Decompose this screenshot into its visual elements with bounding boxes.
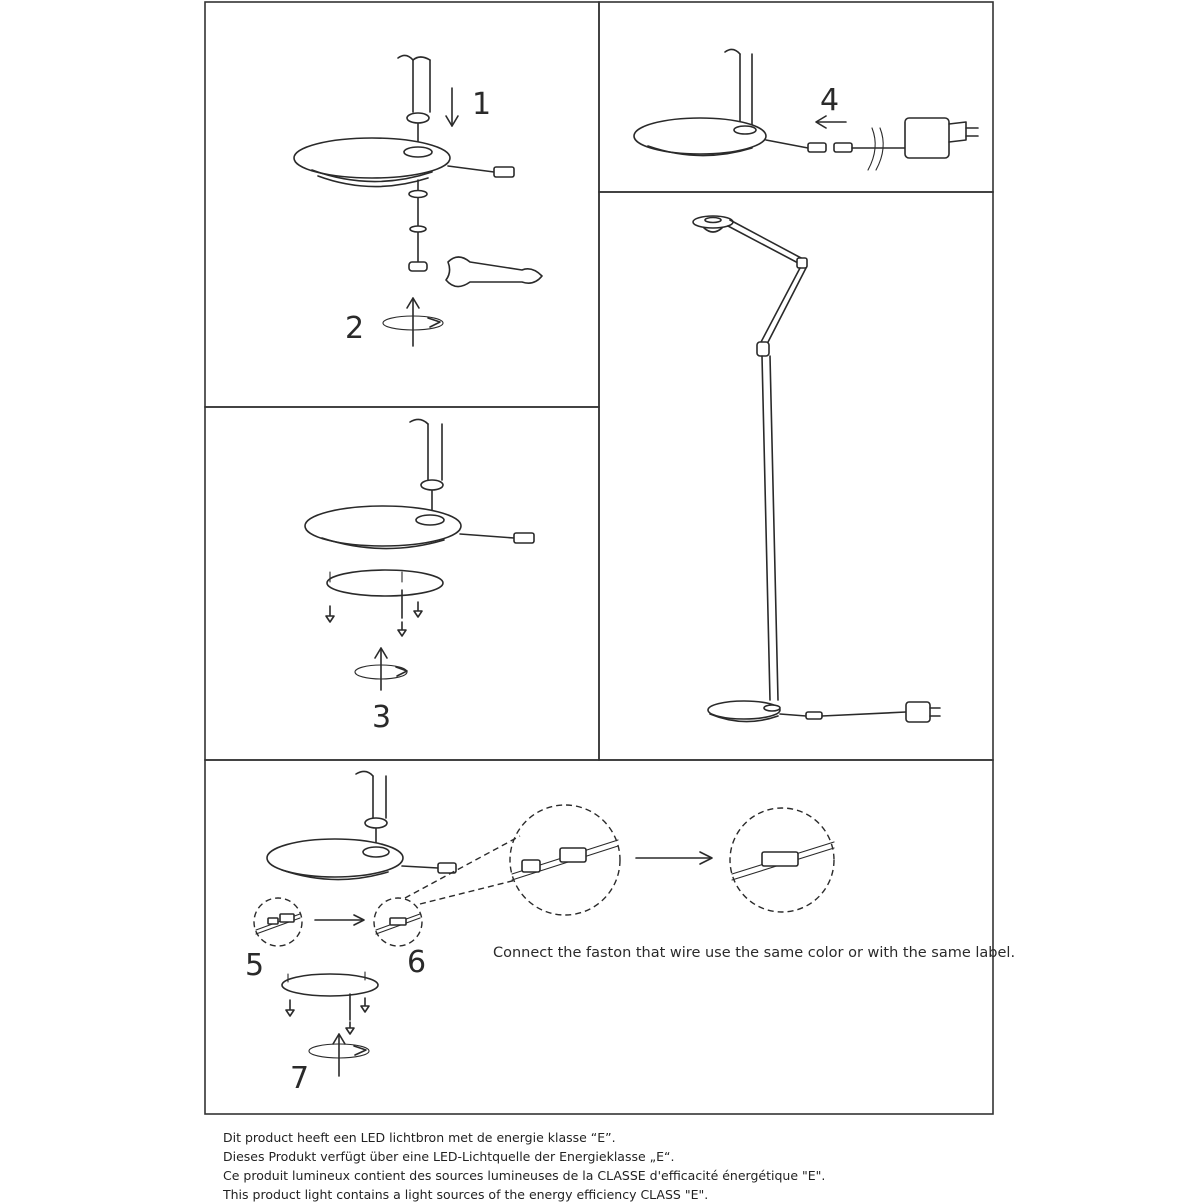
step-3-illustration — [305, 419, 534, 735]
panel-step-1-2 — [205, 2, 599, 407]
step-number-3: 3 — [372, 700, 392, 735]
step-number-5: 5 — [245, 948, 265, 983]
assembled-lamp-illustration — [693, 216, 940, 722]
step-4-illustration — [634, 49, 978, 170]
panel-step-5-7 — [205, 760, 993, 1114]
step-1-illustration — [294, 55, 542, 346]
step-number-2: 2 — [345, 311, 365, 346]
footer-line-english: This product light contains a light sources of the energy efficiency CLASS "E". — [223, 1187, 709, 1202]
footer-line-french: Ce produit lumineux contient des sources lumineuses de la CLASSE d'efficacité énergétique "E". — [223, 1168, 826, 1183]
connect-instruction: Connect the faston that wire use the same color or with the same label. — [493, 945, 1016, 961]
step-number-4: 4 — [820, 83, 840, 118]
step-number-7: 7 — [290, 1061, 310, 1096]
step-number-6: 6 — [407, 945, 427, 980]
footer-line-dutch: Dit product heeft een LED lichtbron met de energie klasse “E”. — [223, 1130, 616, 1145]
step-number-1: 1 — [472, 87, 492, 122]
panel-step-4 — [599, 2, 993, 192]
footer-line-german: Dieses Produkt verfügt über eine LED-Lichtquelle der Energieklasse „E“. — [223, 1149, 675, 1164]
step-5-7-illustration — [245, 771, 1015, 1096]
energy-label-footer — [223, 1128, 1183, 1204]
